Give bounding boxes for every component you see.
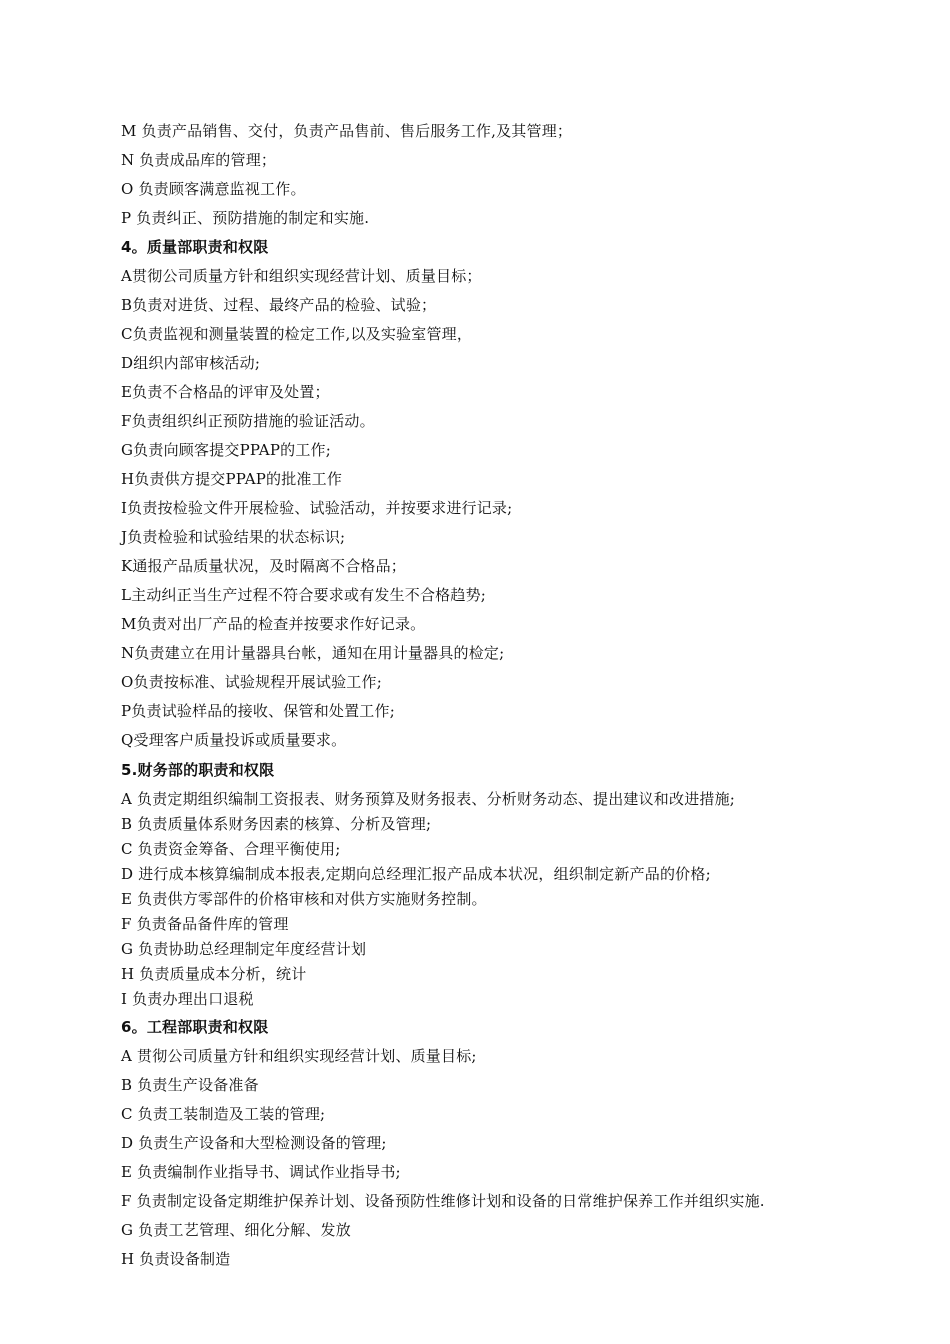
section-heading-quality: 4。质量部职责和权限: [121, 238, 269, 256]
list-item: G负责向顾客提交PPAP的工作;: [121, 441, 331, 459]
list-item: F 负责备品备件库的管理: [121, 915, 289, 933]
list-item: M负责对出厂产品的检查并按要求作好记录。: [121, 615, 426, 633]
list-item: I负责按检验文件开展检验、试验活动，并按要求进行记录;: [121, 499, 513, 517]
list-item: M 负责产品销售、交付，负责产品售前、售后服务工作,及其管理；: [121, 122, 573, 140]
list-item: O 负责顾客满意监视工作。: [121, 180, 306, 198]
list-item: E 负责供方零部件的价格审核和对供方实施财务控制。: [121, 890, 487, 908]
list-item: E负责不合格品的评审及处置；: [121, 383, 330, 401]
list-item: F负责组织纠正预防措施的验证活动。: [121, 412, 375, 430]
list-item: Q受理客户质量投诉或质量要求。: [121, 731, 347, 749]
list-item: B 负责质量体系财务因素的核算、分析及管理;: [121, 815, 432, 833]
section-heading-engineering: 6。工程部职责和权限: [121, 1018, 269, 1036]
list-item: B 负责生产设备准备: [121, 1076, 259, 1094]
list-item: L主动纠正当生产过程不符合要求或有发生不合格趋势;: [121, 586, 487, 604]
list-item: J负责检验和试验结果的状态标识;: [121, 528, 346, 546]
list-item: C 负责工装制造及工装的管理;: [121, 1105, 326, 1123]
list-item: P 负责纠正、预防措施的制定和实施.: [121, 209, 370, 227]
list-item: G 负责协助总经理制定年度经营计划: [121, 940, 367, 958]
list-item: G 负责工艺管理、细化分解、发放: [121, 1221, 351, 1239]
list-item: N负责建立在用计量器具台帐，通知在用计量器具的检定;: [121, 644, 505, 662]
list-item: I 负责办理出口退税: [121, 990, 254, 1008]
list-item: H 负责设备制造: [121, 1250, 231, 1268]
section-heading-finance: 5.财务部的职责和权限: [121, 761, 275, 779]
list-item: D 负责生产设备和大型检测设备的管理;: [121, 1134, 387, 1152]
list-item: O负责按标准、试验规程开展试验工作;: [121, 673, 382, 691]
list-item: A 贯彻公司质量方针和组织实现经营计划、质量目标;: [121, 1047, 477, 1065]
list-item: N 负责成品库的管理；: [121, 151, 277, 169]
list-item: C 负责资金筹备、合理平衡使用;: [121, 840, 341, 858]
list-item: D组织内部审核活动;: [121, 354, 261, 372]
list-item: A贯彻公司质量方针和组织实现经营计划、质量目标；: [121, 267, 482, 285]
list-item: C负责监视和测量装置的检定工作,以及实验室管理，: [121, 325, 473, 343]
list-item: K通报产品质量状况，及时隔离不合格品；: [121, 557, 407, 575]
list-item: F 负责制定设备定期维护保养计划、设备预防性维修计划和设备的日常维护保养工作并组织实施.: [121, 1192, 765, 1210]
list-item: H负责供方提交PPAP的批准工作: [121, 470, 343, 488]
list-item: H 负责质量成本分析，统计: [121, 965, 307, 983]
list-item: B负责对进货、过程、最终产品的检验、试验；: [121, 296, 437, 314]
list-item: A 负责定期组织编制工资报表、财务预算及财务报表、分析财务动态、提出建议和改进措施;: [121, 790, 736, 808]
list-item: E 负责编制作业指导书、调试作业指导书;: [121, 1163, 401, 1181]
list-item: P负责试验样品的接收、保管和处置工作;: [121, 702, 395, 720]
list-item: D 进行成本核算编制成本报表,定期向总经理汇报产品成本状况，组织制定新产品的价格;: [121, 865, 711, 883]
